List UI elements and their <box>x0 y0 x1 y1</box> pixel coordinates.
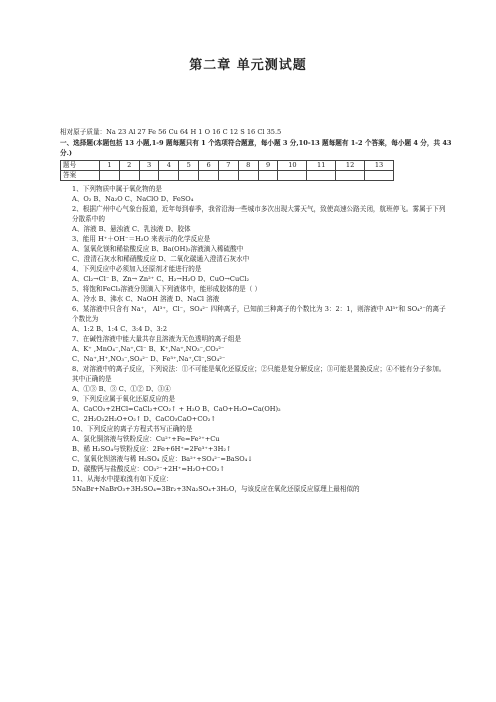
question-line: 4、下列反应中必须加入还原剂才能进行的是 <box>72 265 202 273</box>
question-line: 5、将饱和FeCl₃溶液分别滴入下列液体中，能形成胶体的是（ ） <box>72 285 262 293</box>
question-line: A、K⁺ ,MnO₄⁻,Na⁺,Cl⁻ B、K⁺,Na⁺,NO₃⁻,CO₃²⁻ <box>72 345 225 353</box>
question-line: D、碳酸钙与盐酸反应：CO₃²⁻+2H⁺=H₂O+CO₂↑ <box>72 465 225 473</box>
question-line: A、溶液 B、悬浊液 C、乳浊液 D、胶体 <box>72 225 191 233</box>
question-line: A、1:2 B、1:4 C、3:4 D、3:2 <box>72 325 168 333</box>
answer-cell[interactable] <box>307 171 336 181</box>
question-number-cell: 11 <box>307 161 336 171</box>
question-line: A、O₂ B、Na₂O C、NaClO D、FeSO₄ <box>72 195 194 203</box>
answer-table <box>60 160 394 181</box>
question-line: B、稀 H₂SO₄与铁粉反应：2Fe+6H⁺=2Fe³⁺+3H₂↑ <box>72 445 232 453</box>
question-line: A、冷水 B、沸水 C、NaOH 溶液 D、NaCl 溶液 <box>72 295 220 303</box>
answer-cell[interactable] <box>199 171 219 181</box>
answer-cell[interactable] <box>179 171 199 181</box>
page-title: 第二章 单元测试题 <box>189 58 307 73</box>
question-line: C、澄清石灰水和稀硝酸反应 D、二氧化碳通入澄清石灰水中 <box>72 255 250 263</box>
question-line: 11、从海水中提取溴有如下反应： <box>72 475 173 483</box>
question-number-cell: 12 <box>336 161 365 171</box>
row-label-answer: 答案 <box>61 171 100 181</box>
answer-cell[interactable] <box>159 171 179 181</box>
question-line: A、CaCO₃+2HCl=CaCl₂+CO₂↑ + H₂O B、CaO+H₂O=Ca(OH)₂ <box>72 405 281 413</box>
answer-table-row-answers <box>61 171 394 181</box>
question-line: C、Na⁺,H⁺,NO₃⁻,SO₄²⁻ D、Fe³⁺,Na⁺,Cl⁻,SO₄²⁻ <box>72 355 226 363</box>
row-label-number: 题号 <box>61 161 100 171</box>
question-number-cell: 1 <box>100 161 120 171</box>
question-number-cell: 2 <box>119 161 139 171</box>
answer-cell[interactable] <box>100 171 120 181</box>
question-list <box>60 184 452 494</box>
question-number-cell: 13 <box>365 161 394 171</box>
question-number-cell: 4 <box>159 161 179 171</box>
answer-cell[interactable] <box>218 171 238 181</box>
question-line: 3、能用 H⁺＋OH⁻＝H₂O 来表示的化学反应是 <box>72 235 211 243</box>
question-line: 8、对溶液中的离子反应，下列说法：①不可能是氧化还原反应；②只能是复分解反应；③可能是置换反应；④不能有分子参加。其中正确的是 <box>72 365 446 383</box>
question-line: 5NaBr+NaBrO₃+3H₂SO₄=3Br₂+3Na₂SO₄+3H₂O，与该反应在氧化还原反应原理上最相似的 <box>72 485 360 493</box>
question-line: A、氢氧化镁和稀盐酸反应 B、Ba(OH)₂溶液滴入稀硫酸中 <box>72 245 244 253</box>
question-number-cell: 9 <box>258 161 278 171</box>
question-line: 1、下列物质中属于氧化物的是 <box>72 185 162 193</box>
question-number-cell: 6 <box>199 161 219 171</box>
question-number-cell: 10 <box>278 161 307 171</box>
question-line: 2、根据广州中心气象台报道，近年每到春季，我省沿海一些城市多次出现大雾天气，致使高速公路关闭，航班停飞。雾属于下列分散系中的 <box>72 205 446 223</box>
question-number-cell: 8 <box>238 161 258 171</box>
atomic-masses: 相对原子质量：Na 23 Al 27 Fe 56 Cu 64 H 1 O 16 C 12 S 16 Cl 35.5 <box>60 128 282 136</box>
question-line: C、氢氧化钡溶液与稀 H₂SO₄ 反应：Ba²⁺+SO₄²⁻=BaSO₄↓ <box>72 455 253 463</box>
question-line: 6、某溶液中只含有 Na⁺， Al³⁺，Cl⁻，SO₄²⁻ 四种离子，已知前三种离子的个数比为 3：2：1，则溶液中 Al³⁺和 SO₄²⁻的离子个数比为 <box>72 305 446 323</box>
document-body <box>60 127 452 494</box>
answer-cell[interactable] <box>238 171 258 181</box>
answer-cell[interactable] <box>258 171 278 181</box>
answer-cell[interactable] <box>336 171 365 181</box>
question-line: 9、下列反应属于氧化还原反应的是 <box>72 395 176 403</box>
question-line: A、①③ B、③ C、①② D、③④ <box>72 385 171 393</box>
section-header: 一、选择题(本题包括 13 小题,1-9 题每题只有 1 个选项符合题意，每小题 3 分,10-13 题每题有 1-2 个答案，每小题 4 分，共 43 分.) <box>60 139 452 157</box>
question-line: A、Cl₂→Cl⁻ B、Zn→ Zn²⁺ C、H₂→H₂O D、CuO→CuCl₂ <box>72 275 249 283</box>
answer-cell[interactable] <box>278 171 307 181</box>
answer-cell[interactable] <box>139 171 159 181</box>
question-number-cell: 7 <box>218 161 238 171</box>
question-number-cell: 5 <box>179 161 199 171</box>
answer-cell[interactable] <box>119 171 139 181</box>
question-number-cell: 3 <box>139 161 159 171</box>
question-line: 10、下列反应的离子方程式书写正确的是 <box>72 425 193 433</box>
question-line: A、氯化铜溶液与铁粉反应：Cu²⁺+Fe=Fe²⁺+Cu <box>72 435 220 443</box>
question-line: 7、在碱性溶液中能大量共存且溶液为无色透明的离子组是 <box>72 335 242 343</box>
question-line: C、2H₂O₂2H₂O+O₂↑ D、CaCO₃CaO+CO₂↑ <box>72 415 216 423</box>
answer-table-row-numbers <box>61 161 394 171</box>
answer-cell[interactable] <box>365 171 394 181</box>
